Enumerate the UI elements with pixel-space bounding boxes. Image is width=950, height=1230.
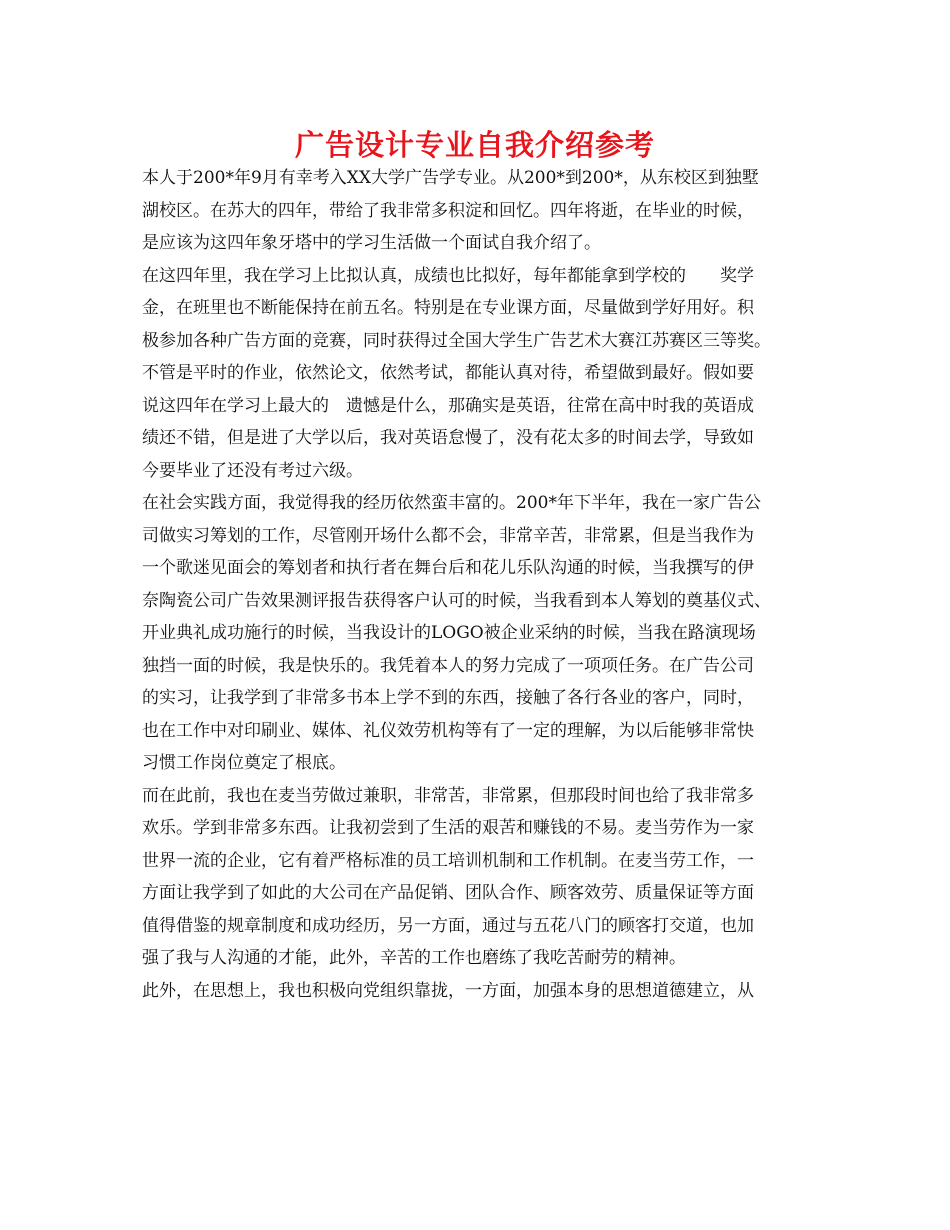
text-line: 不管是平时的作业，依然论文，依然考试，都能认真对待，希望做到最好。假如要 — [142, 363, 754, 383]
text-line: 奈陶瓷公司广告效果测评报告获得客户认可的时候，当我看到本人筹划的奠基仪式、 — [142, 590, 771, 611]
text-line: 金，在班里也不断能保持在前五名。特别是在专业课方面，尽量做到学好用好。积 — [142, 298, 754, 318]
text-line: 值得借鉴的规章制度和成功经历，另一方面，通过与五花八门的顾客打交道，也加 — [142, 915, 754, 936]
text-line: 极参加各种广告方面的竞赛，同时获得过全国大学生广告艺术大赛江苏赛区三等奖。 — [142, 330, 771, 351]
text-line: 世界一流的企业，它有着严格标准的员工培训机制和工作机制。在麦当劳工作，一 — [142, 850, 754, 871]
text-line: 在这四年里，我在学习上比拟认真，成绩也比拟好，每年都能拿到学校的 奖学 — [142, 265, 754, 286]
text-line: 方面让我学到了如此的大公司在产品促销、团队合作、顾客效劳、质量保证等方面 — [142, 883, 754, 903]
text-line: 欢乐。学到非常多东西。让我初尝到了生活的艰苦和赚钱的不易。麦当劳作为一家 — [142, 818, 754, 838]
text-line: 湖校区。在苏大的四年，带给了我非常多积淀和回忆。四年将逝，在毕业的时候， — [142, 200, 754, 221]
text-line: 而在此前，我也在麦当劳做过兼职，非常苦，非常累，但那段时间也给了我非常多 — [142, 785, 754, 806]
text-line: 本人于200*年9月有幸考入XX大学广告学专业。从200*到200*，从东校区到独墅 — [142, 168, 759, 188]
text-line: 也在工作中对印刷业、媒体、礼仪效劳机构等有了一定的理解，为以后能够非常快 — [142, 720, 754, 741]
text-line: 独挡一面的时候，我是快乐的。我凭着本人的努力完成了一项项任务。在广告公司 — [142, 655, 754, 676]
text-line: 绩还不错，但是进了大学以后，我对英语怠慢了，没有花太多的时间去学，导致如 — [142, 428, 754, 448]
document-title: 广告设计专业自我介绍参考 — [294, 128, 655, 162]
document-body — [142, 162, 822, 1007]
text-line: 一个歌迷见面会的筹划者和执行者在舞台后和花儿乐队沟通的时候，当我撰写的伊 — [142, 558, 754, 578]
text-line: 强了我与人沟通的才能，此外，辛苦的工作也磨练了我吃苦耐劳的精神。 — [142, 948, 686, 968]
text-line: 是应该为这四年象牙塔中的学习生活做一个面试自我介绍了。 — [142, 233, 601, 253]
text-line: 习惯工作岗位奠定了根底。 — [142, 753, 346, 773]
text-line: 开业典礼成功施行的时候，当我设计的LOGO被企业采纳的时候，当我在路演现场 — [142, 623, 756, 643]
text-line: 今要毕业了还没有考过六级。 — [142, 460, 363, 481]
text-line: 说这四年在学习上最大的 遗憾是什么，那确实是英语，往常在高中时我的英语成 — [142, 395, 754, 416]
text-line: 在社会实践方面，我觉得我的经历依然蛮丰富的。200*年下半年，我在一家广告公 — [142, 493, 761, 513]
text-line: 司做实习筹划的工作，尽管刚开场什么都不会，非常辛苦，非常累，但是当我作为 — [142, 525, 754, 546]
text-line: 的实习，让我学到了非常多书本上学不到的东西，接触了各行各业的客户，同时， — [142, 688, 754, 708]
text-line: 此外，在思想上，我也积极向党组织靠拢，一方面，加强本身的思想道德建立，从 — [142, 980, 754, 1001]
